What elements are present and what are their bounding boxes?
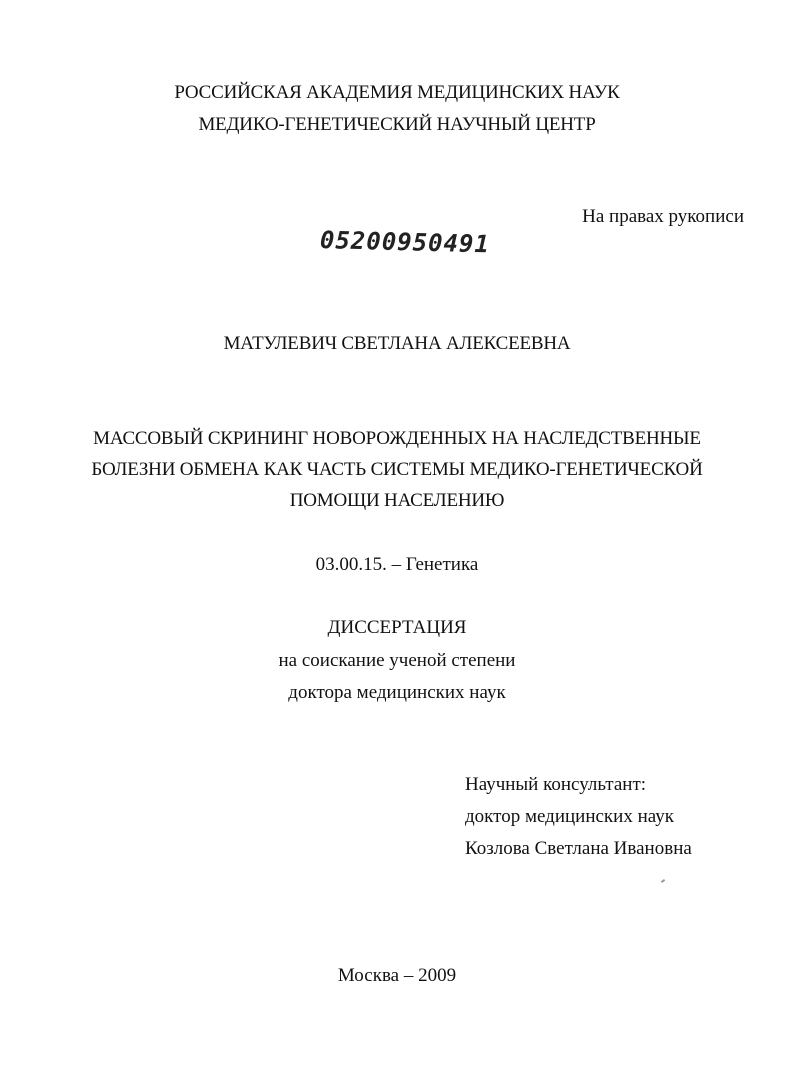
consultant-name: Козлова Светлана Ивановна	[465, 838, 692, 859]
consultant-degree: доктор медицинских наук	[465, 806, 674, 827]
author-name: МАТУЛЕВИЧ СВЕТЛАНА АЛЕКСЕЕВНА	[223, 333, 571, 354]
dissertation-purpose: на соискание ученой степени	[278, 650, 516, 671]
scan-speck	[661, 879, 665, 883]
city-year: Москва – 2009	[337, 965, 457, 986]
thesis-title-line-3: ПОМОЩИ НАСЕЛЕНИЮ	[289, 490, 505, 511]
specialty-code: 03.00.15. – Генетика	[315, 554, 479, 575]
center-name: МЕДИКО-ГЕНЕТИЧЕСКИЙ НАУЧНЫЙ ЦЕНТР	[198, 114, 596, 135]
thesis-title-line-2: БОЛЕЗНИ ОБМЕНА КАК ЧАСТЬ СИСТЕМЫ МЕДИКО-ГЕНЕТИЧЕСКОЙ	[91, 459, 703, 480]
dissertation-degree: доктора медицинских наук	[288, 682, 506, 703]
consultant-label: Научный консультант:	[465, 774, 647, 795]
inventory-stamp-number: 05200950491	[319, 226, 491, 259]
rights-note: На правах рукописи	[582, 206, 744, 227]
dissertation-type: ДИССЕРТАЦИЯ	[327, 617, 467, 638]
thesis-title-line-1: МАССОВЫЙ СКРИНИНГ НОВОРОЖДЕННЫХ НА НАСЛЕДСТВЕННЫЕ	[93, 428, 701, 449]
academy-name: РОССИЙСКАЯ АКАДЕМИЯ МЕДИЦИНСКИХ НАУК	[174, 82, 620, 103]
